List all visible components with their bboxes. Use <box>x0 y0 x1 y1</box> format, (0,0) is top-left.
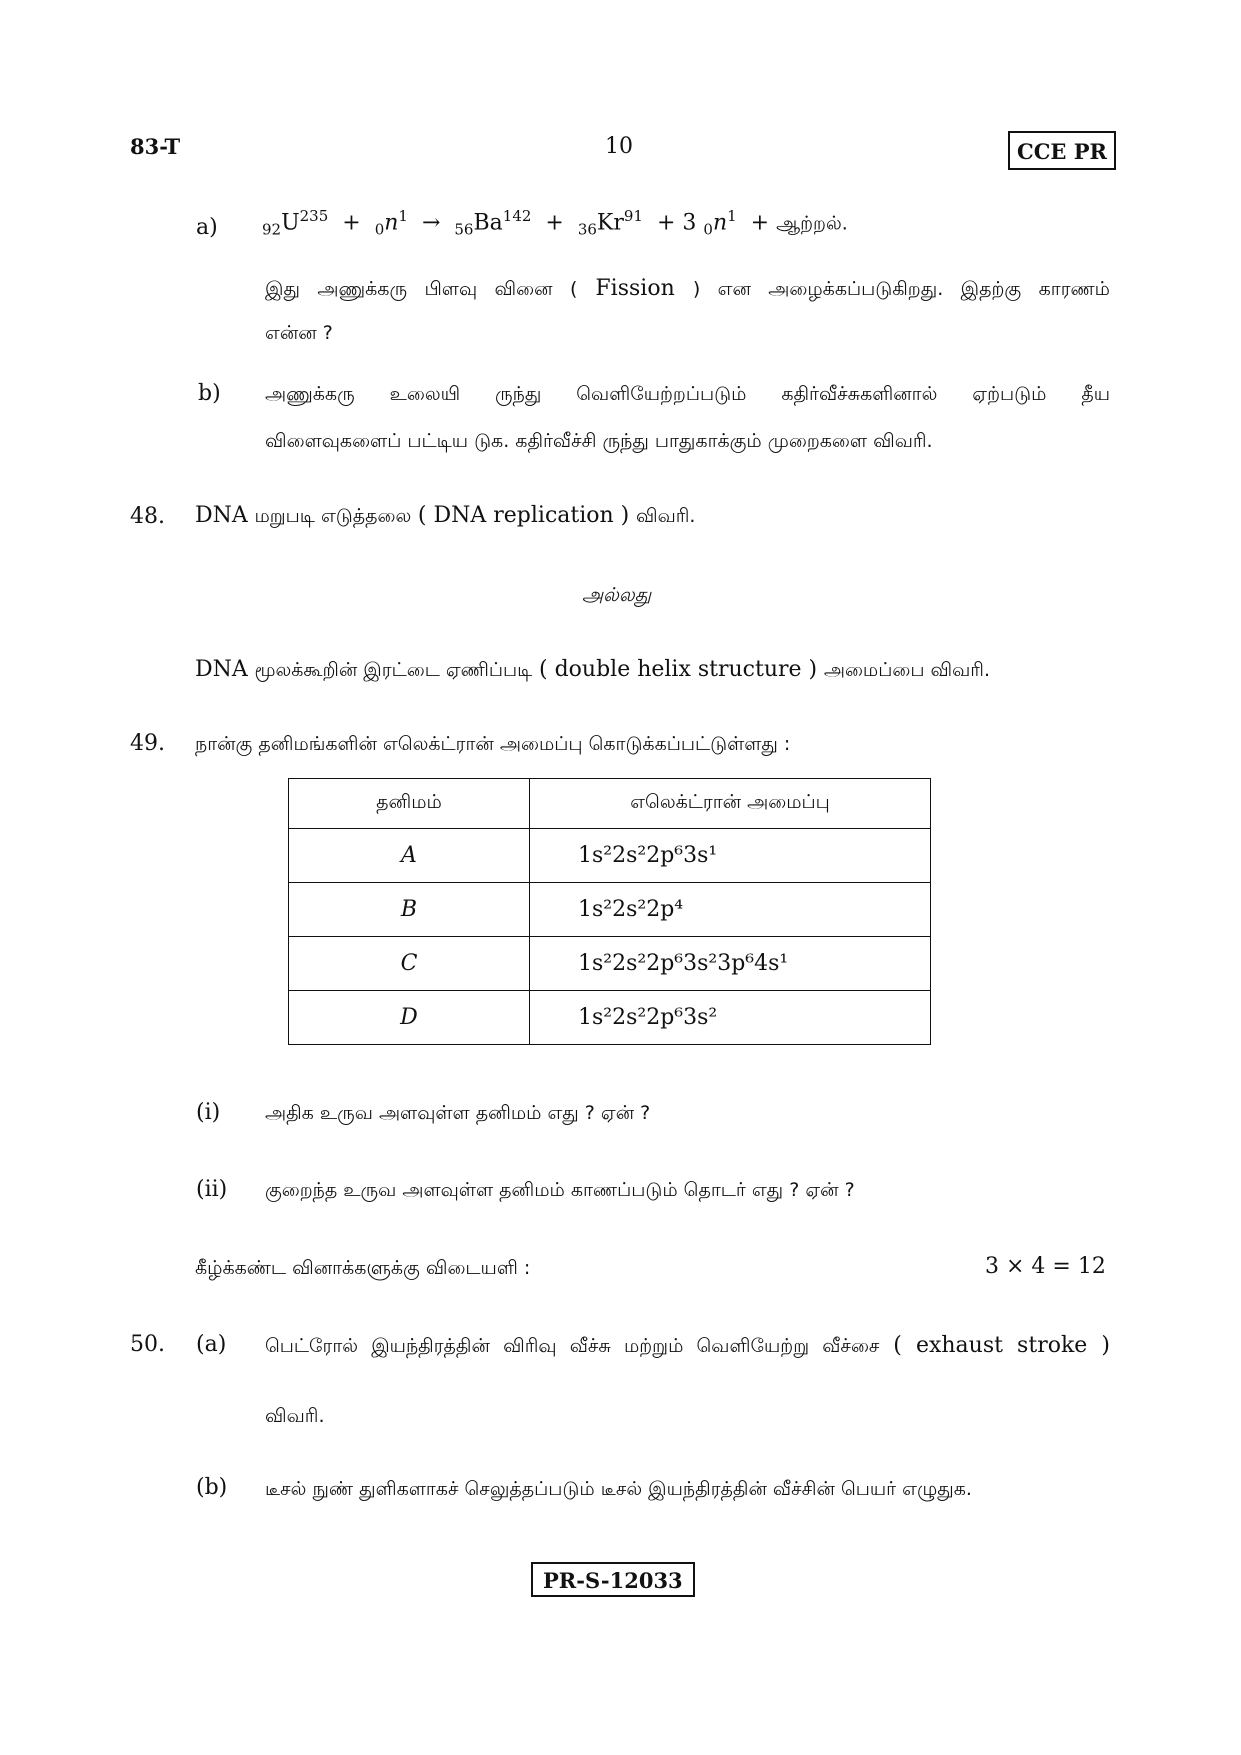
element-cell: A <box>289 829 530 883</box>
q48-alt-tamil2: அமைப்பை விவரி. <box>823 659 991 681</box>
q48-alt-text <box>195 657 990 684</box>
kr-mass-number: 91 <box>623 207 643 225</box>
q47-a-line1-en: Fission <box>595 276 675 301</box>
q47-a-label: a) <box>196 215 218 240</box>
table-header-row <box>289 779 931 829</box>
element-cell: B <box>289 883 530 937</box>
q49-ii-text: குறைந்த உருவ அளவுள்ள தனிமம் காணப்படும் தொடர் எது ? ஏன் ? <box>265 1179 855 1201</box>
config-cell: 1s²2s²2p⁶3s²3p⁶4s¹ <box>530 937 931 991</box>
q48-alt-pre: DNA <box>195 657 248 682</box>
q49-i-text: அதிக உருவ அளவுள்ள தனிமம் எது ? ஏன் ? <box>265 1102 651 1124</box>
q50-b-label: (b) <box>196 1475 228 1500</box>
n-mass-number: 1 <box>398 207 408 225</box>
q48-alt-en: ( double helix structure ) <box>539 657 818 682</box>
q48-number: 48. <box>130 504 165 529</box>
section-instruction: கீழ்க்கண்ட வினாக்களுக்கு விடையளி : <box>195 1257 531 1279</box>
table-row <box>289 829 931 883</box>
energy-word: ஆற்றல். <box>776 212 848 235</box>
u-atomic-number: 92 <box>262 220 282 239</box>
config-cell: 1s²2s²2p⁴ <box>530 883 931 937</box>
q49-i-label: (i) <box>196 1100 221 1125</box>
col-element-header: தனிமம் <box>289 779 530 829</box>
neutron-coefficient: 3 <box>682 210 697 236</box>
element-cell: C <box>289 937 530 991</box>
q47-b-line1: அணுக்கரு உலையி ருந்து வெளியேற்றப்படும் கதிர்வீச்சுகளினால் ஏற்படும் தீய <box>265 383 1110 405</box>
n2-atomic-number: 0 <box>703 220 713 239</box>
footer-code-box: PR-S-12033 <box>531 1562 695 1597</box>
or-separator: அல்லது <box>582 584 652 606</box>
q50-a-line1 <box>265 1333 1110 1360</box>
paper-code: 83-T <box>130 134 181 159</box>
ba-atomic-number: 56 <box>454 220 474 239</box>
q48-alt-tamil1: மூலக்கூறின் இரட்டை ஏணிப்படி <box>254 659 533 681</box>
n2-mass-number: 1 <box>727 207 737 225</box>
series-box: CCE PR <box>1008 131 1116 170</box>
config-cell: 1s²2s²2p⁶3s² <box>530 991 931 1045</box>
q48-pre: DNA <box>195 503 248 528</box>
config-cell: 1s²2s²2p⁶3s¹ <box>530 829 931 883</box>
arrow-symbol: → <box>421 210 441 236</box>
u-mass-number: 235 <box>299 207 329 225</box>
q50-a-line1-tamil: பெட்ரோல் இயந்திரத்தின் விரிவு வீச்சு மற்றும் வெளியேற்று வீச்சை <box>265 1335 880 1357</box>
electron-config-table <box>288 778 931 1045</box>
q49-ii-label: (ii) <box>196 1177 228 1202</box>
q48-text <box>195 503 695 530</box>
ba-symbol: Ba <box>473 210 503 236</box>
q47-b-line2: விளைவுகளைப் பட்டிய டுக. கதிர்வீச்சி ருந்து பாதுகாக்கும் முறைகளை விவரி. <box>265 430 933 452</box>
ba-mass-number: 142 <box>502 207 532 225</box>
q47-a-line1-pre: இது அணுக்கரு பிளவு வினை ( <box>265 278 578 300</box>
q47-b-label: b) <box>198 381 221 406</box>
u-symbol: U <box>281 210 300 236</box>
page-number: 10 <box>605 134 633 159</box>
q49-number: 49. <box>130 731 165 756</box>
fission-equation: $_{92}U^{235} + _0n^1 \to _{56}Ba^{142} + _{36}Kr^{91} + 3$ $_0n^1$ + ஆற்றல். <box>262 207 848 239</box>
q50-a-line1-en: ( exhaust stroke ) <box>893 1333 1110 1358</box>
q49-intro: நான்கு தனிமங்களின் எலெக்ட்ரான் அமைப்பு கொடுக்கப்பட்டுள்ளது : <box>195 733 791 755</box>
col-config-header: எலெக்ட்ரான் அமைப்பு <box>530 779 931 829</box>
table-row <box>289 991 931 1045</box>
n-atomic-number: 0 <box>374 220 385 239</box>
table-row <box>289 937 931 991</box>
n2-symbol: n <box>712 210 728 236</box>
q48-tamil1: மறுபடி எடுத்தலை <box>254 505 412 527</box>
q47-a-line1-post: ) என அழைக்கப்படுகிறது. இதற்கு காரணம் <box>692 278 1110 300</box>
q50-a-label: (a) <box>196 1332 227 1357</box>
q50-a-line2: விவரி. <box>265 1405 325 1427</box>
element-cell: D <box>289 991 530 1045</box>
q50-b-text: டீசல் நுண் துளிகளாகச் செலுத்தப்படும் டீசல் இயந்திரத்தின் வீச்சின் பெயர் எழுதுக. <box>265 1478 972 1500</box>
q48-tamil2: விவரி. <box>635 505 696 527</box>
q48-en: ( DNA replication ) <box>417 503 630 528</box>
q47-a-line2: என்ன ? <box>265 322 333 344</box>
section-marks: 3 × 4 = 12 <box>985 1254 1106 1279</box>
table-row <box>289 883 931 937</box>
kr-symbol: Kr <box>596 210 624 236</box>
q47-a-line1 <box>265 276 1110 303</box>
q50-number: 50. <box>130 1332 165 1357</box>
kr-atomic-number: 36 <box>577 220 597 239</box>
n-symbol: n <box>384 210 399 236</box>
